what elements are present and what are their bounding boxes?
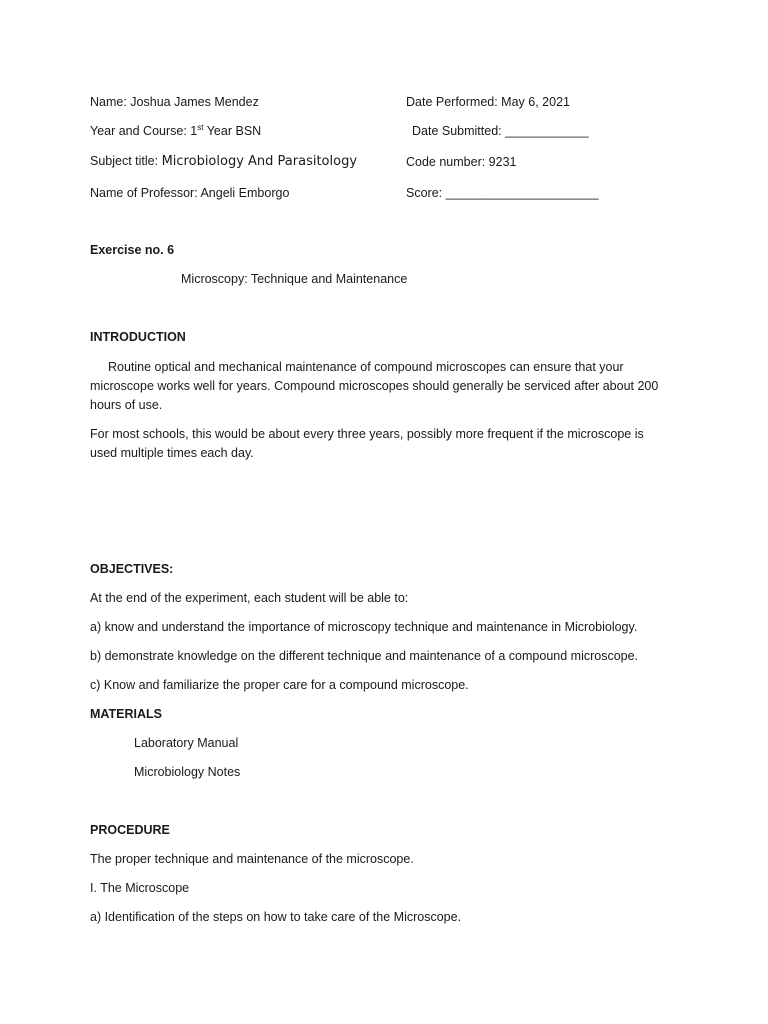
objectives-lead: At the end of the experiment, each student will be able to:	[90, 591, 409, 605]
score: Score: ______________________	[406, 186, 599, 200]
exercise-number: Exercise no. 6	[90, 243, 175, 257]
procedure-heading: PROCEDURE	[90, 823, 170, 837]
year-course: Year and Course: 1st Year BSN	[90, 122, 262, 138]
exercise-title: Microscopy: Technique and Maintenance	[181, 272, 408, 286]
material-item: Laboratory Manual	[134, 736, 239, 750]
materials-heading: MATERIALS	[90, 707, 162, 721]
procedure-step: a) Identification of the steps on how to take care of the Microscope.	[90, 910, 462, 924]
objective-item: c) Know and familiarize the proper care for a compound microscope.	[90, 678, 469, 692]
introduction-heading: INTRODUCTION	[90, 330, 186, 344]
introduction-paragraph-2: For most schools, this would be about every three years, possibly more frequent if the microscope is used multiple times each day.	[90, 427, 644, 460]
objectives-heading: OBJECTIVES:	[90, 562, 174, 576]
code-number: Code number: 9231	[406, 155, 517, 169]
subject-title: Subject title: Microbiology And Parasitology	[90, 154, 358, 169]
procedure-lead: The proper technique and maintenance of the microscope.	[90, 852, 414, 866]
procedure-section: I. The Microscope	[90, 881, 190, 895]
objective-item: b) demonstrate knowledge on the different technique and maintenance of a compound microscope.	[90, 649, 639, 663]
date-submitted: Date Submitted: ____________	[412, 124, 589, 138]
date-performed: Date Performed: May 6, 2021	[406, 95, 570, 109]
introduction-paragraph-1: Routine optical and mechanical maintenance of compound microscopes can ensure that your microscope works well for years. Compound microscopes should generally be serviced after about 200 hours of use.	[90, 360, 659, 412]
student-name: Name: Joshua James Mendez	[90, 95, 259, 109]
objective-item: a) know and understand the importance of microscopy technique and maintenance in Microbiology.	[90, 620, 638, 634]
professor-name: Name of Professor: Angeli Emborgo	[90, 186, 290, 200]
material-item: Microbiology Notes	[134, 765, 241, 779]
